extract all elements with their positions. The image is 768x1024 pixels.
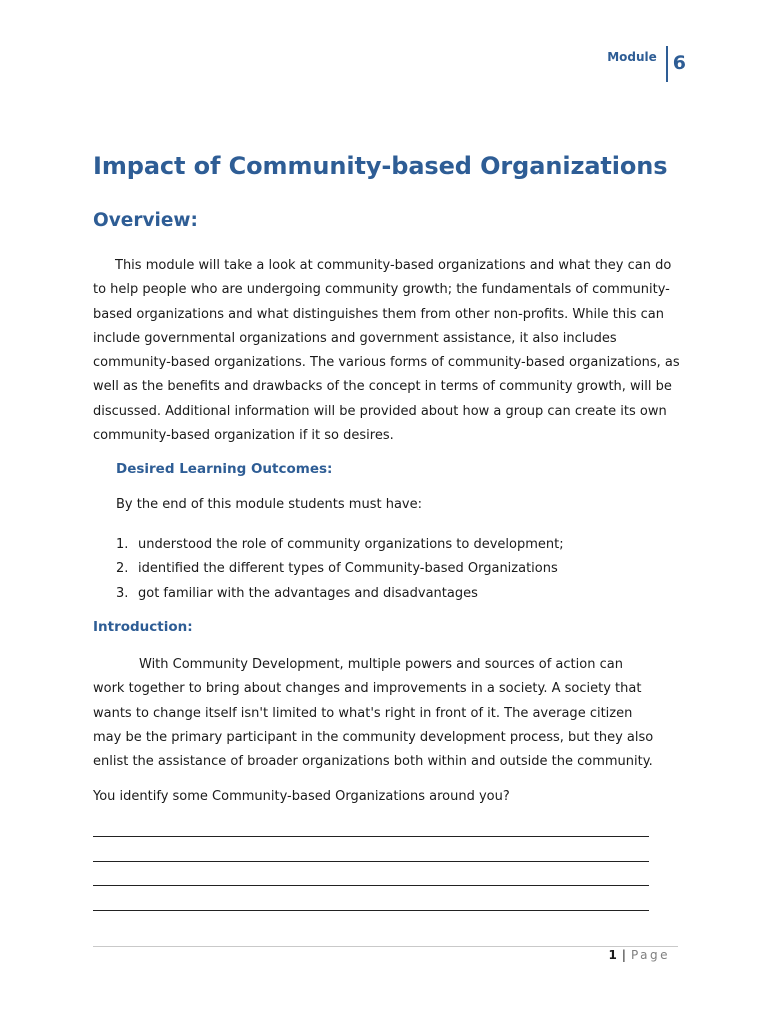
header-divider: [666, 46, 668, 82]
learning-outcomes-heading: Desired Learning Outcomes:: [116, 461, 333, 477]
footer-rule: [93, 946, 678, 947]
module-number: 6: [672, 52, 686, 74]
document-title: Impact of Community-based Organizations: [93, 152, 668, 180]
list-item-number: 2.: [116, 561, 129, 577]
answer-line[interactable]: [93, 885, 649, 886]
list-item: [116, 557, 564, 581]
question-prompt: You identify some Community-based Organizations around you?: [93, 789, 510, 804]
list-item-text: got familiar with the advantages and disadvantages: [138, 585, 478, 601]
list-item-number: 3.: [116, 585, 129, 601]
page-footer: [609, 948, 670, 962]
list-item-text: understood the role of community organizations to development;: [138, 537, 564, 552]
page-header: [607, 46, 686, 82]
module-label: Module: [607, 50, 657, 64]
list-item: [116, 533, 564, 557]
introduction-heading: Introduction:: [93, 619, 193, 635]
page-number: 1: [608, 948, 617, 962]
list-item: [116, 582, 564, 606]
list-item-text: identified the different types of Community-based Organizations: [138, 561, 558, 577]
overview-paragraph: This module will take a look at community-based organizations and what they can do to help people who are undergoing community growth; the fundamentals of community-based organizations and what distinguishes them from other non-profits. While this can include governmental organizations and government assistance, it also includes community-based organizations. The various forms of community-based organizations, as well as the benefits and drawbacks of the concept in terms of community growth, will be discussed. Additional information will be provided about how a group can create its own community-based organization if it so desires.: [93, 258, 680, 444]
page-label: Page: [630, 948, 670, 962]
introduction-paragraph: With Community Development, multiple powers and sources of action can work together to bring about changes and improvements in a society. A society that wants to change itself isn't limited to what's right in front of it. The average citizen may be the primary participant in the community development process, but they also enlist the assistance of broader organizations both within and outside the community.: [93, 657, 654, 770]
answer-line[interactable]: [93, 861, 649, 862]
answer-line[interactable]: [93, 836, 649, 837]
answer-area[interactable]: [93, 836, 649, 934]
footer-separator: |: [621, 948, 626, 962]
learning-outcomes-intro: By the end of this module students must have:: [116, 497, 422, 512]
list-item-number: 1.: [116, 537, 129, 552]
answer-line[interactable]: [93, 910, 649, 911]
overview-heading: Overview:: [93, 210, 198, 231]
learning-outcomes-list: [116, 533, 564, 606]
